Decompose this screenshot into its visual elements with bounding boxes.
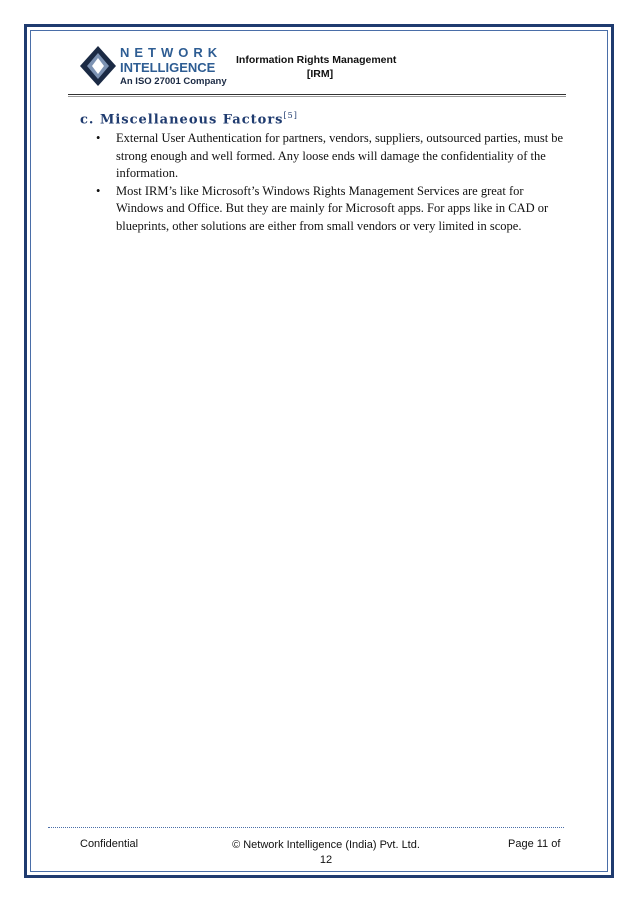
document-title — [236, 54, 404, 80]
footer-copyright — [226, 838, 426, 868]
logo-text-network: NETWORK — [120, 45, 223, 60]
footer-copyright-text: © Network Intelligence (India) Pvt. Ltd. — [232, 839, 420, 851]
section-heading-text: c. Miscellaneous Factors — [80, 112, 284, 128]
bullet-icon: • — [96, 131, 101, 145]
list-item-text: Most IRM’s like Microsoft’s Windows Rights Management Services are great for Windows and Office. But they are mainly for Microsoft apps. For apps like in CAD or blueprints, other solutions are either from small vendors or very limited in scope. — [116, 183, 549, 233]
footer-confidential: Confidential — [80, 838, 139, 850]
footer-page-total: 12 — [319, 854, 333, 866]
document-title-line2: [IRM] — [306, 68, 334, 80]
document-title-line1: Information Rights Management — [236, 54, 397, 66]
footer-page-number: Page 11 of — [508, 838, 561, 850]
header-divider — [68, 94, 566, 95]
footer-divider — [48, 827, 564, 828]
list-item — [96, 130, 566, 183]
logo-text-intelligence: INTELLIGENCE — [120, 60, 216, 75]
list-item-text: External User Authentication for partners, vendors, suppliers, outsourced parties, must be strong enough and well formed. Any loose ends will damage the confidentiality of the information. — [116, 131, 564, 180]
bullet-icon: • — [96, 183, 101, 198]
section-citation: [5] — [283, 111, 298, 120]
bullet-list — [96, 130, 566, 235]
company-logo — [78, 44, 228, 90]
logo-text-iso: An ISO 27001 Company — [120, 76, 227, 87]
list-item — [96, 183, 566, 236]
logo-diamond-icon — [78, 44, 118, 90]
header-divider-secondary — [68, 96, 566, 97]
section-heading — [80, 111, 298, 127]
